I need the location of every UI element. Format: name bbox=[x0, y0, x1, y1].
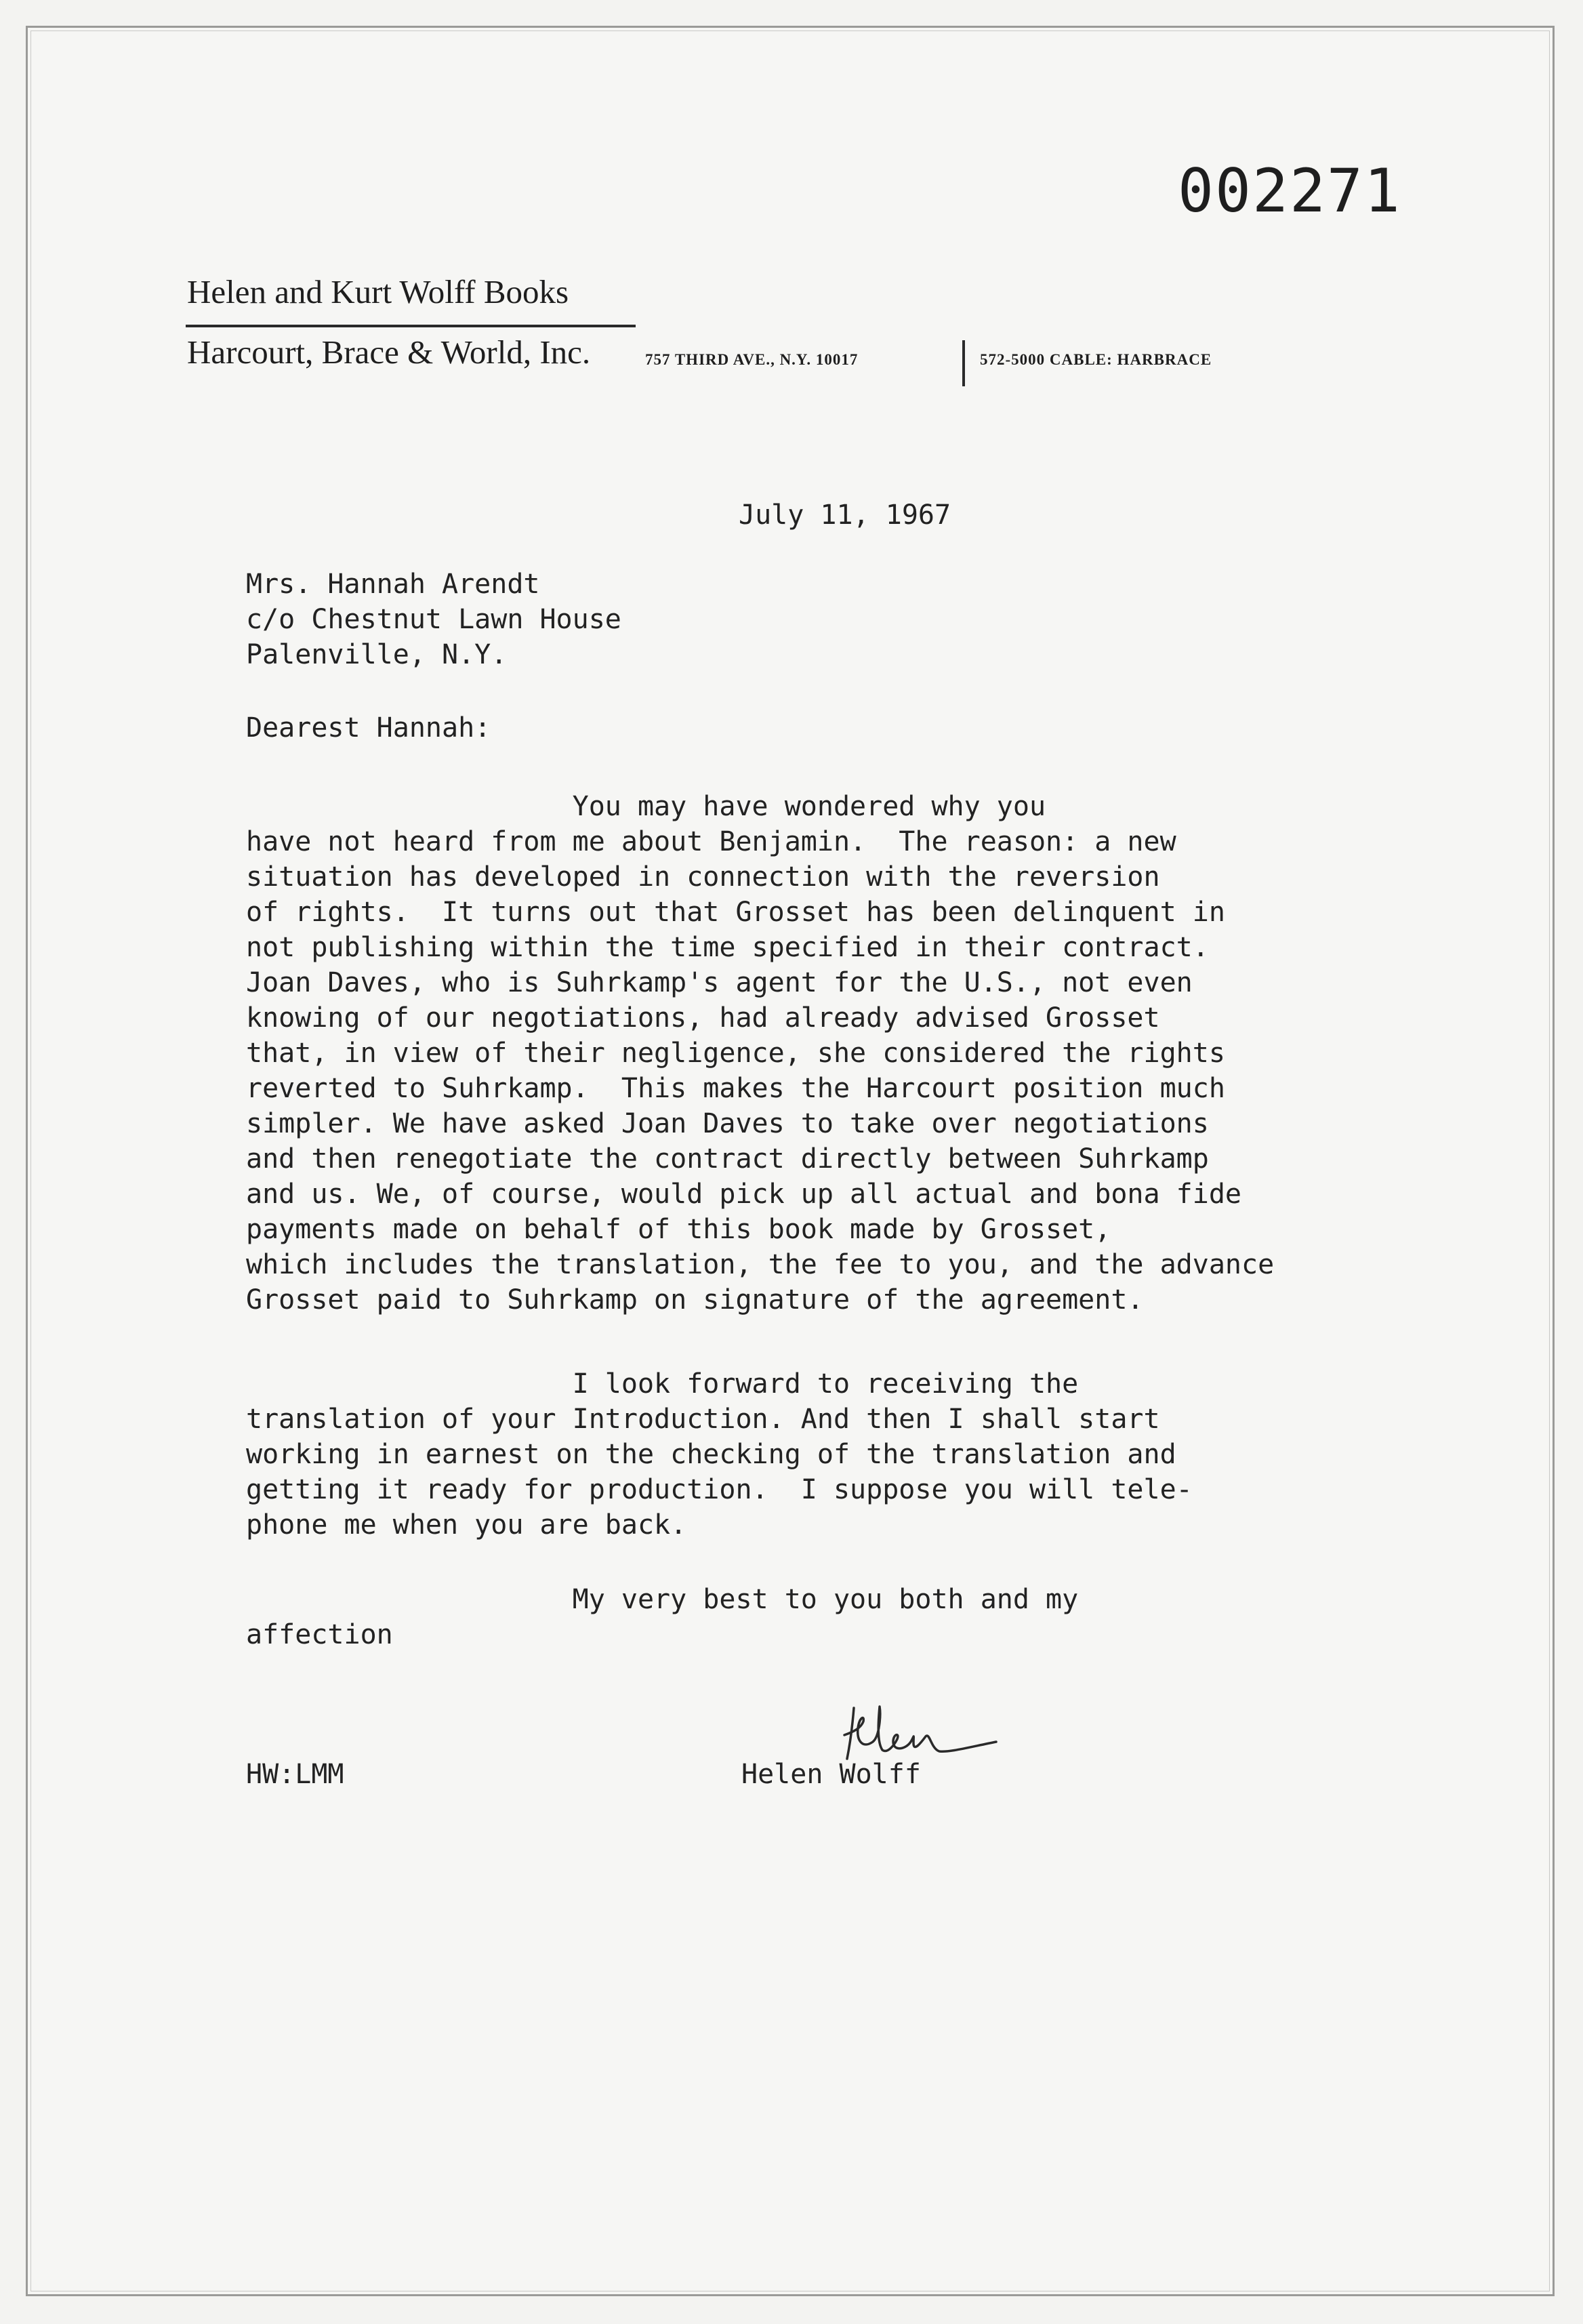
salutation: Dearest Hannah: bbox=[246, 712, 491, 743]
body-line: phone me when you are back. bbox=[246, 1509, 687, 1541]
body-line: Grosset paid to Suhrkamp on signature of the agreement. bbox=[246, 1284, 1144, 1316]
body-line: working in earnest on the checking of the translation and bbox=[246, 1439, 1176, 1470]
closing-line: affection bbox=[246, 1619, 393, 1650]
letterhead-address: 757 THIRD AVE., N.Y. 10017 bbox=[645, 351, 859, 368]
signer-name: Helen Wolff bbox=[741, 1759, 921, 1790]
body-line: and us. We, of course, would pick up all actual and bona fide bbox=[246, 1179, 1242, 1210]
letterhead-imprint: Helen and Kurt Wolff Books bbox=[187, 273, 569, 310]
body-paragraph-1 bbox=[246, 789, 1274, 1318]
body-paragraph-2 bbox=[246, 1366, 1193, 1543]
body-line: Joan Daves, who is Suhrkamp's agent for the U.S., not even bbox=[246, 967, 1193, 998]
recipient-line: c/o Chestnut Lawn House bbox=[246, 604, 621, 635]
letter-date: July 11, 1967 bbox=[739, 500, 951, 531]
typist-initials: HW:LMM bbox=[246, 1759, 344, 1790]
body-line: You may have wondered why you bbox=[246, 791, 1046, 822]
body-line: of rights. It turns out that Grosset has been delinquent in bbox=[246, 897, 1225, 928]
recipient-address bbox=[246, 567, 621, 672]
body-line: knowing of our negotiations, had already advised Grosset bbox=[246, 1002, 1160, 1034]
body-line: which includes the translation, the fee to you, and the advance bbox=[246, 1249, 1275, 1280]
body-line: reverted to Suhrkamp. This makes the Harcourt position much bbox=[246, 1073, 1225, 1104]
recipient-line: Mrs. Hannah Arendt bbox=[246, 569, 540, 600]
body-line: not publishing within the time specified in their contract. bbox=[246, 932, 1209, 963]
body-line: and then renegotiate the contract directly between Suhrkamp bbox=[246, 1143, 1209, 1175]
closing-line: My very best to you both and my bbox=[246, 1584, 1079, 1615]
body-line: simpler. We have asked Joan Daves to take over negotiations bbox=[246, 1108, 1209, 1139]
archive-number: 002271 bbox=[1178, 156, 1401, 226]
recipient-line: Palenville, N.Y. bbox=[246, 639, 508, 670]
body-line: getting it ready for production. I suppose you will tele- bbox=[246, 1474, 1193, 1505]
body-line: translation of your Introduction. And then I shall start bbox=[246, 1404, 1160, 1435]
closing bbox=[246, 1582, 1078, 1652]
letterhead-rule bbox=[186, 325, 636, 327]
body-line: that, in view of their negligence, she considered the rights bbox=[246, 1038, 1225, 1069]
letterhead-publisher: Harcourt, Brace & World, Inc. bbox=[187, 333, 591, 371]
letterhead-divider bbox=[962, 340, 965, 386]
letterhead-phone-cable: 572-5000 CABLE: HARBRACE bbox=[980, 351, 1212, 368]
body-line: have not heard from me about Benjamin. The reason: a new bbox=[246, 826, 1176, 857]
body-line: I look forward to receiving the bbox=[246, 1368, 1079, 1400]
body-line: payments made on behalf of this book made by Grosset, bbox=[246, 1214, 1111, 1245]
body-line: situation has developed in connection with the reversion bbox=[246, 861, 1160, 893]
